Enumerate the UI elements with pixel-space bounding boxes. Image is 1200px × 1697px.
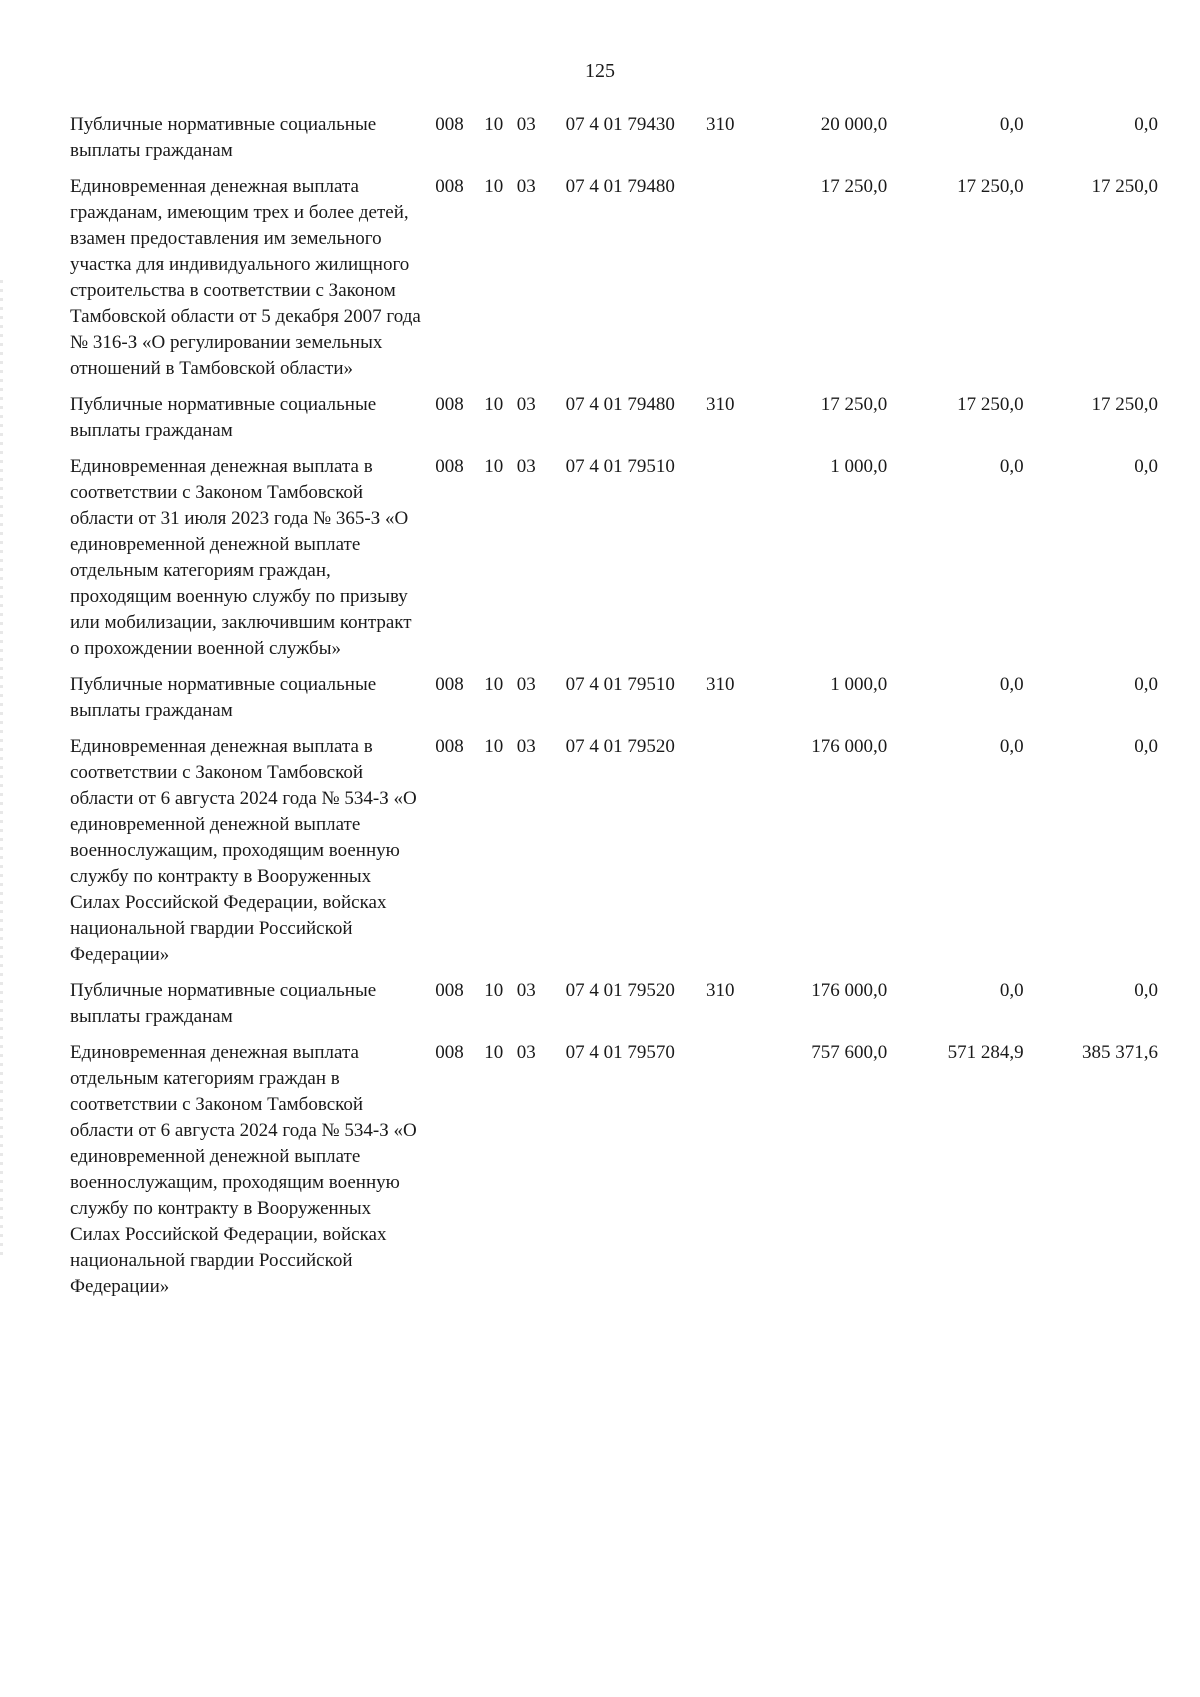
grbs-code-cell: 008 [435, 674, 464, 695]
scan-edge-artifact [0, 280, 3, 1260]
expense-type-cell [706, 454, 777, 672]
table-row [70, 672, 1160, 734]
amount-year1-cell: 757 600,0 [811, 1042, 888, 1063]
expense-name-cell: Единовременная денежная выплата гражданам, имеющим трех и более детей, взамен предоставления им земельного участка для индивидуального жилищного строительства в соответствии с Законом Тамбовской области от 5 декабря 2007 года № 316-З «О регулировании земельных отношений в Тамбовской области» [70, 176, 421, 379]
subsection-code-cell: 03 [516, 114, 536, 135]
amount-year2-cell: 17 250,0 [957, 394, 1024, 415]
subsection-code-cell: 03 [516, 456, 536, 477]
amount-year3-cell: 17 250,0 [1091, 176, 1158, 197]
amount-year1-cell: 17 250,0 [820, 394, 888, 415]
section-code-cell: 10 [484, 176, 504, 197]
target-article-cell: 07 4 01 79480 [565, 394, 675, 415]
amount-year1-cell: 176 000,0 [811, 736, 888, 757]
amount-year3-cell: 385 371,6 [1082, 1042, 1158, 1063]
table-row [70, 392, 1160, 454]
table-row [70, 174, 1160, 392]
amount-year3-cell: 17 250,0 [1091, 394, 1158, 415]
section-code-cell: 10 [484, 1042, 504, 1063]
amount-year2-cell: 0,0 [999, 674, 1024, 695]
expense-name-cell: Публичные нормативные социальные выплаты гражданам [70, 674, 377, 721]
amount-year1-cell: 1 000,0 [830, 456, 888, 477]
grbs-code-cell: 008 [435, 980, 464, 1001]
subsection-code-cell: 03 [516, 1042, 536, 1063]
amount-year2-cell: 0,0 [999, 114, 1024, 135]
expense-type-cell: 310 [706, 114, 735, 135]
expense-name-cell: Единовременная денежная выплата в соответствии с Законом Тамбовской области от 6 августа 2024 года № 534-З «О единовременной денежной выплате военнослужащим, проходящим военную службу по контракту в Вооруженных Силах Российской Федерации, войсках национальной гвардии Российской Федерации» [70, 736, 417, 965]
expense-name-cell: Единовременная денежная выплата в соответствии с Законом Тамбовской области от 31 июля 2023 года № 365-З «О единовременной денежной выплате отдельным категориям граждан, проходящим военную службу по призыву или мобилизации, заключившим контракт о прохождении военной службы» [70, 456, 412, 659]
budget-table-body [70, 112, 1160, 1310]
amount-year3-cell: 0,0 [1134, 114, 1158, 135]
amount-year1-cell: 176 000,0 [811, 980, 888, 1001]
grbs-code-cell: 008 [435, 394, 464, 415]
expense-name-cell: Публичные нормативные социальные выплаты гражданам [70, 980, 377, 1027]
table-row [70, 978, 1160, 1040]
section-code-cell: 10 [484, 980, 504, 1001]
section-code-cell: 10 [484, 114, 504, 135]
amount-year2-cell: 0,0 [999, 736, 1024, 757]
subsection-code-cell: 03 [516, 176, 536, 197]
section-code-cell: 10 [484, 674, 504, 695]
expense-type-cell [706, 174, 777, 392]
table-row [70, 734, 1160, 978]
target-article-cell: 07 4 01 79430 [565, 114, 675, 135]
table-row [70, 1040, 1160, 1310]
section-code-cell: 10 [484, 456, 504, 477]
amount-year3-cell: 0,0 [1134, 980, 1158, 1001]
expense-type-cell [706, 734, 777, 978]
amount-year2-cell: 0,0 [999, 980, 1024, 1001]
amount-year3-cell: 0,0 [1134, 736, 1158, 757]
grbs-code-cell: 008 [435, 1042, 464, 1063]
amount-year1-cell: 17 250,0 [820, 176, 888, 197]
target-article-cell: 07 4 01 79520 [565, 736, 675, 757]
section-code-cell: 10 [484, 394, 504, 415]
grbs-code-cell: 008 [435, 176, 464, 197]
amount-year2-cell: 571 284,9 [947, 1042, 1024, 1063]
expense-type-cell: 310 [706, 980, 735, 1001]
target-article-cell: 07 4 01 79520 [565, 980, 675, 1001]
grbs-code-cell: 008 [435, 456, 464, 477]
amount-year1-cell: 20 000,0 [820, 114, 888, 135]
amount-year1-cell: 1 000,0 [830, 674, 888, 695]
amount-year3-cell: 0,0 [1134, 674, 1158, 695]
subsection-code-cell: 03 [516, 736, 536, 757]
budget-table [70, 112, 1160, 1310]
expense-name-cell: Публичные нормативные социальные выплаты гражданам [70, 394, 377, 441]
amount-year2-cell: 0,0 [999, 456, 1024, 477]
expense-name-cell: Публичные нормативные социальные выплаты гражданам [70, 114, 377, 161]
expense-type-cell [706, 1040, 777, 1310]
expense-type-cell: 310 [706, 394, 735, 415]
expense-name-cell: Единовременная денежная выплата отдельным категориям граждан в соответствии с Законом Тамбовской области от 6 августа 2024 года № 534-З «О единовременной денежной выплате военнослужащим, проходящим военную службу по контракту в Вооруженных Силах Российской Федерации, войсках национальной гвардии Российской Федерации» [70, 1042, 417, 1297]
page-number: 125 [585, 60, 615, 82]
table-row [70, 454, 1160, 672]
section-code-cell: 10 [484, 736, 504, 757]
table-row [70, 112, 1160, 174]
grbs-code-cell: 008 [435, 114, 464, 135]
target-article-cell: 07 4 01 79480 [565, 176, 675, 197]
grbs-code-cell: 008 [435, 736, 464, 757]
target-article-cell: 07 4 01 79570 [565, 1042, 675, 1063]
subsection-code-cell: 03 [516, 394, 536, 415]
amount-year3-cell: 0,0 [1134, 456, 1158, 477]
subsection-code-cell: 03 [516, 674, 536, 695]
target-article-cell: 07 4 01 79510 [565, 674, 675, 695]
target-article-cell: 07 4 01 79510 [565, 456, 675, 477]
amount-year2-cell: 17 250,0 [957, 176, 1024, 197]
expense-type-cell: 310 [706, 674, 735, 695]
subsection-code-cell: 03 [516, 980, 536, 1001]
